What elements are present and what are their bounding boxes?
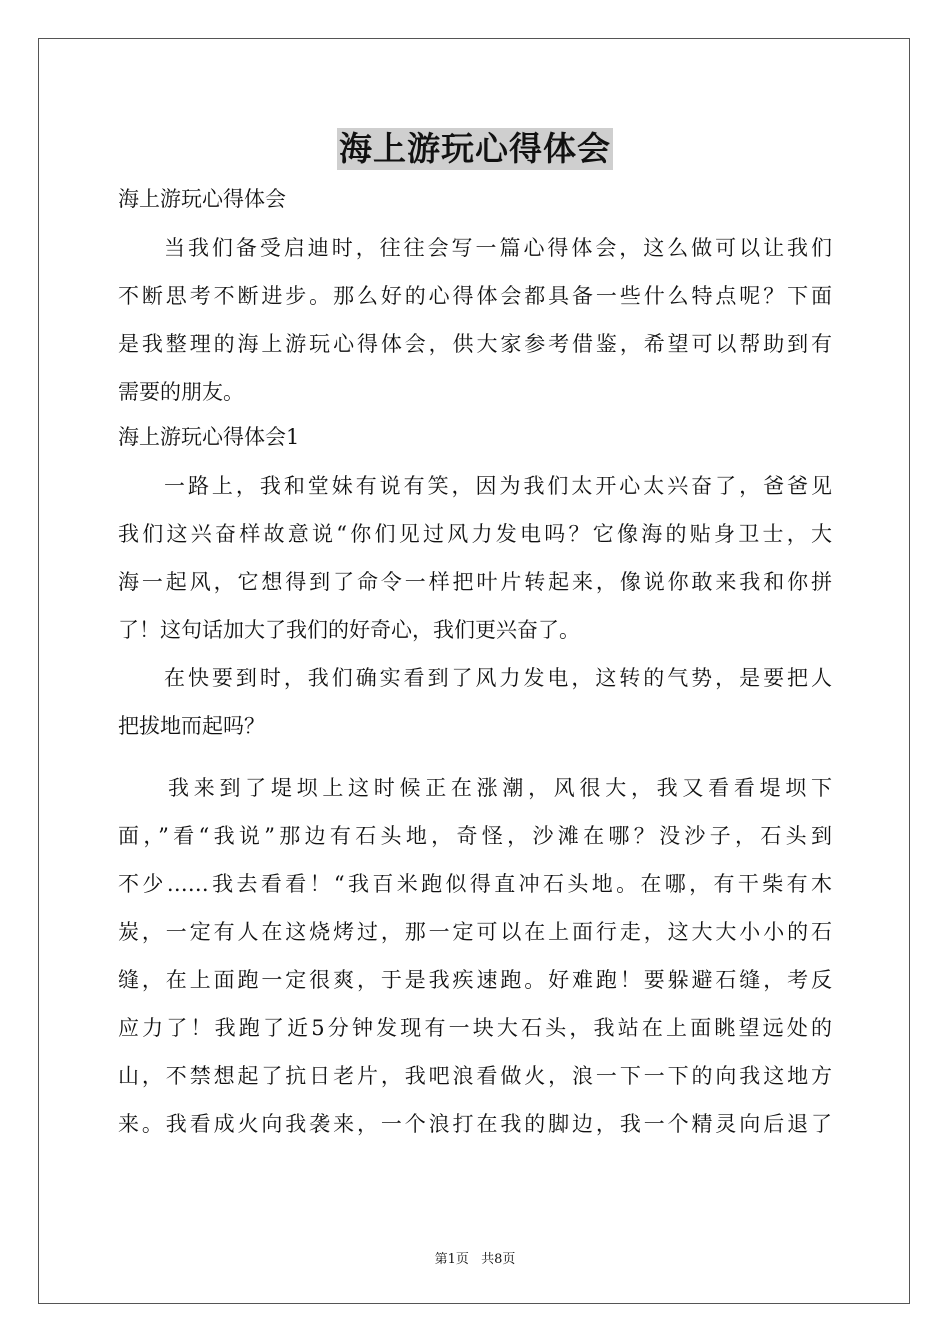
paragraph-2 (118, 654, 832, 750)
text-line: 当我们备受启迪时，往往会写一篇心得体会，这么做可以让我们 (164, 236, 832, 260)
paragraph-1 (118, 462, 832, 654)
document-title: 海上游玩心得体会 (339, 129, 611, 168)
page-number: 第1页 (434, 1252, 469, 1267)
document-body (118, 178, 832, 1148)
text-line: 应力了！我跑了近5分钟发现有一块大石头，我站在上面眺望远处的 (118, 1016, 832, 1040)
text-line: 海一起风，它想得到了命令一样把叶片转起来，像说你敢来我和你拼 (118, 570, 832, 594)
text-line: 山，不禁想起了抗日老片，我吧浪看做火，浪一下一下的向我这地方 (118, 1064, 832, 1088)
page-total: 共8页 (481, 1252, 516, 1267)
text-line: 需要的朋友。 (118, 380, 244, 404)
text-line: 面，”看“我说”那边有石头地，奇怪，沙滩在哪？没沙子，石头到 (118, 824, 832, 848)
text-line: 我们这兴奋样故意说“你们见过风力发电吗？它像海的贴身卫士，大 (118, 522, 832, 546)
text-line: 来。我看成火向我袭来，一个浪打在我的脚边，我一个精灵向后退了 (118, 1112, 832, 1136)
text-line: 我来到了堤坝上这时候正在涨潮，风很大，我又看看堤坝下 (168, 776, 832, 800)
title-container (0, 128, 950, 170)
subtitle: 海上游玩心得体会 (118, 187, 286, 211)
intro-paragraph (118, 224, 832, 416)
text-line: 不断思考不断进步。那么好的心得体会都具备一些什么特点呢？下面 (118, 284, 832, 308)
text-line: 在快要到时，我们确实看到了风力发电，这转的气势，是要把人 (164, 666, 832, 690)
text-line: 是我整理的海上游玩心得体会，供大家参考借鉴，希望可以帮助到有 (118, 332, 832, 356)
text-line: 了！这句话加大了我们的好奇心，我们更兴奋了。 (118, 618, 580, 642)
text-line: 炭，一定有人在这烧烤过，那一定可以在上面行走，这大大小小的石 (118, 920, 832, 944)
section-heading: 海上游玩心得体会1 (118, 425, 300, 449)
text-line: 一路上，我和堂妹有说有笑，因为我们太开心太兴奋了，爸爸见 (164, 474, 832, 498)
text-line: 不少……我去看看！“我百米跑似得直冲石头地。在哪，有干柴有木 (118, 872, 832, 896)
page-footer (0, 1248, 950, 1267)
text-line: 把拔地而起吗？ (118, 714, 265, 738)
text-line: 缝，在上面跑一定很爽，于是我疾速跑。好难跑！要躲避石缝，考反 (118, 968, 832, 992)
paragraph-3 (118, 764, 832, 1148)
